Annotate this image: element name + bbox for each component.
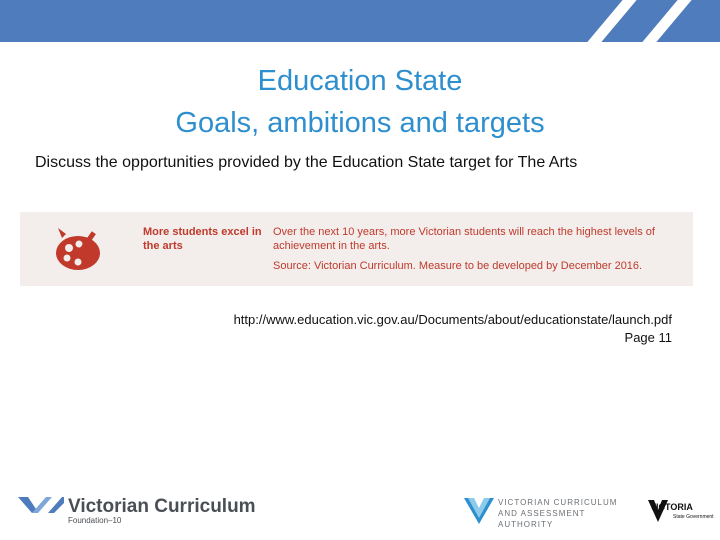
header-stripe [587, 0, 636, 42]
banner-description: Over the next 10 years, more Victorian students will reach the highest levels of achievement in the arts. [273, 226, 655, 252]
footer-brand-name: Victorian Curriculum [68, 496, 256, 517]
reference-link[interactable]: http://www.education.vic.gov.au/Documents/about/educationstate/launch.pdf [233, 312, 672, 327]
footer-brand-sub: Foundation–10 [68, 516, 122, 525]
slide-subtitle: Discuss the opportunities provided by the Education State target for The Arts [35, 154, 578, 171]
vcaa-name: VICTORIAN CURRICULUM AND ASSESSMENT AUTHORITY [498, 498, 618, 529]
slide-title-line2: Goals, ambitions and targets [175, 107, 545, 139]
slide-title-line1: Education State [257, 65, 463, 97]
victoria-sub-label: State Government [673, 514, 714, 520]
banner-heading: More students excel in the arts [143, 226, 262, 252]
arts-target-banner [20, 212, 693, 286]
banner-source: Source: Victorian Curriculum. Measure to be developed by December 2016. [273, 260, 643, 272]
top-header-bar [0, 0, 720, 42]
reference-page: Page 11 [624, 330, 672, 345]
header-stripe [642, 0, 691, 42]
victoria-label: VICTORIA [650, 502, 693, 512]
palette-icon [52, 224, 108, 274]
victorian-curriculum-logo-icon [18, 495, 64, 515]
vcaa-logo-icon [464, 498, 494, 524]
